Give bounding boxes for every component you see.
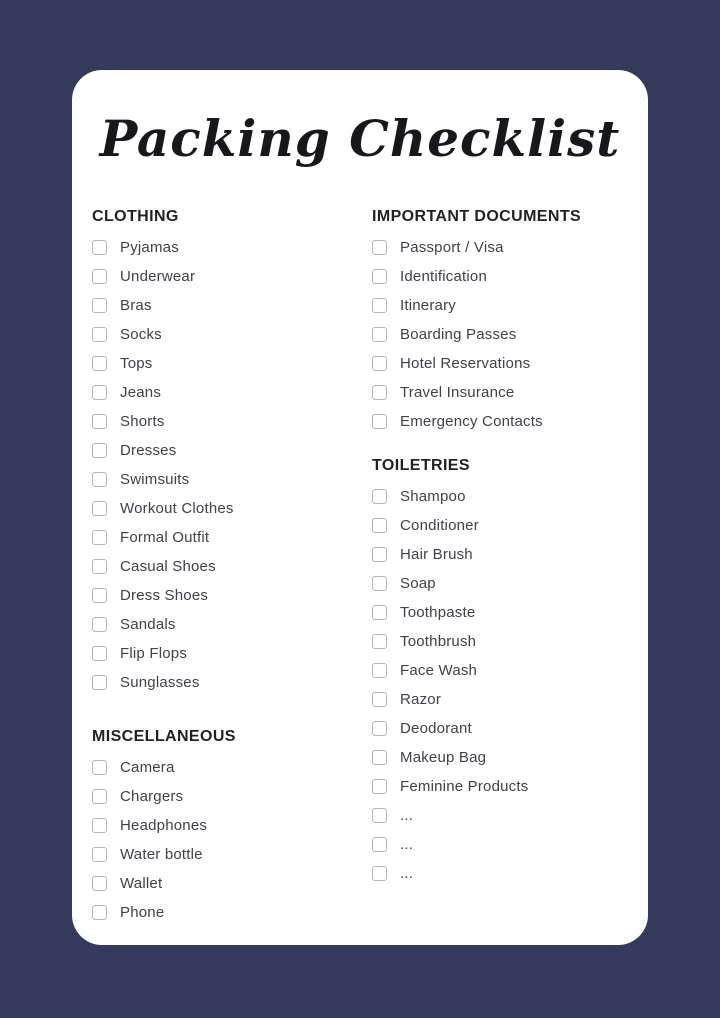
item-label: Hotel Reservations [400, 355, 531, 372]
item-label: Toothpaste [400, 604, 476, 621]
item-label: ... [400, 807, 414, 824]
checkbox-icon[interactable] [92, 847, 107, 862]
checkbox-icon[interactable] [372, 327, 387, 342]
item-label: Flip Flops [120, 645, 188, 662]
checklist-item [372, 801, 632, 830]
item-label: Dresses [120, 442, 177, 459]
item-label: Chargers [120, 788, 184, 805]
checklist-item [92, 639, 372, 668]
checkbox-icon[interactable] [92, 530, 107, 545]
checkbox-icon[interactable] [372, 866, 387, 881]
checkbox-icon[interactable] [92, 559, 107, 574]
checklist-item [92, 494, 372, 523]
checkbox-icon[interactable] [92, 501, 107, 516]
checklist-item [92, 581, 372, 610]
checkbox-icon[interactable] [92, 760, 107, 775]
item-label: Itinerary [400, 297, 456, 314]
item-label: ... [400, 836, 414, 853]
item-label: Boarding Passes [400, 326, 517, 343]
section-items [92, 233, 372, 697]
checkbox-icon[interactable] [92, 472, 107, 487]
checklist-section [92, 207, 372, 697]
item-label: Casual Shoes [120, 558, 216, 575]
checklist-item [92, 523, 372, 552]
item-label: Tops [120, 355, 153, 372]
checklist-item [372, 656, 632, 685]
checkbox-icon[interactable] [92, 646, 107, 661]
item-label: Hair Brush [400, 546, 473, 563]
checkbox-icon[interactable] [372, 489, 387, 504]
checkbox-icon[interactable] [372, 634, 387, 649]
checklist-item [92, 262, 372, 291]
item-label: Deodorant [400, 720, 472, 737]
checklist-item [372, 540, 632, 569]
checklist-item [92, 465, 372, 494]
checkbox-icon[interactable] [372, 298, 387, 313]
item-label: Water bottle [120, 846, 203, 863]
checkbox-icon[interactable] [372, 663, 387, 678]
checkbox-icon[interactable] [372, 692, 387, 707]
checkbox-icon[interactable] [92, 443, 107, 458]
item-label: Feminine Products [400, 778, 529, 795]
checklist-item [92, 233, 372, 262]
checklist-item [92, 349, 372, 378]
checklist-item [372, 598, 632, 627]
checkbox-icon[interactable] [92, 327, 107, 342]
checklist-item [372, 511, 632, 540]
checkbox-icon[interactable] [372, 356, 387, 371]
item-label: Underwear [120, 268, 196, 285]
checklist-item [372, 320, 632, 349]
checkbox-icon[interactable] [372, 837, 387, 852]
item-label: Dress Shoes [120, 587, 209, 604]
checklist-item [372, 233, 632, 262]
checkbox-icon[interactable] [372, 721, 387, 736]
checkbox-icon[interactable] [92, 588, 107, 603]
checkbox-icon[interactable] [92, 876, 107, 891]
item-label: Sunglasses [120, 674, 200, 691]
checklist-section [92, 727, 372, 927]
item-label: Identification [400, 268, 488, 285]
checklist-item [92, 378, 372, 407]
checklist-item [92, 869, 372, 898]
checklist-item [92, 668, 372, 697]
item-label: Phone [120, 904, 165, 921]
checkbox-icon[interactable] [372, 414, 387, 429]
checklist-item [372, 407, 632, 436]
checkbox-icon[interactable] [372, 240, 387, 255]
checklist-item [372, 743, 632, 772]
item-label: Wallet [120, 875, 163, 892]
checkbox-icon[interactable] [92, 298, 107, 313]
item-label: ... [400, 865, 414, 882]
item-label: Formal Outfit [120, 529, 210, 546]
checkbox-icon[interactable] [92, 414, 107, 429]
checkbox-icon[interactable] [372, 779, 387, 794]
checklist-item [92, 898, 372, 927]
checkbox-icon[interactable] [92, 818, 107, 833]
checklist-item [372, 830, 632, 859]
checkbox-icon[interactable] [372, 547, 387, 562]
item-label: Shampoo [400, 488, 466, 505]
checklist-item [372, 262, 632, 291]
checklist-item [92, 407, 372, 436]
item-label: Workout Clothes [120, 500, 234, 517]
checklist-item [92, 436, 372, 465]
item-label: Razor [400, 691, 442, 708]
item-label: Conditioner [400, 517, 479, 534]
checkbox-icon[interactable] [372, 576, 387, 591]
checklist-item [92, 782, 372, 811]
column-right [372, 207, 648, 927]
item-label: Toothbrush [400, 633, 477, 650]
checklist-item [372, 482, 632, 511]
checklist-section [372, 207, 632, 436]
checklist-item [372, 714, 632, 743]
checklist-item [92, 291, 372, 320]
item-label: Jeans [120, 384, 162, 401]
item-label: Pyjamas [120, 239, 179, 256]
item-label: Travel Insurance [400, 384, 515, 401]
item-label: Bras [120, 297, 152, 314]
checklist-item [92, 811, 372, 840]
checkbox-icon[interactable] [92, 356, 107, 371]
item-label: Swimsuits [120, 471, 190, 488]
checklist-item [372, 772, 632, 801]
checklist-item [372, 569, 632, 598]
checklist-item [92, 840, 372, 869]
checklist-item [372, 378, 632, 407]
checklist-card [72, 70, 648, 945]
item-label: Passport / Visa [400, 239, 504, 256]
item-label: Emergency Contacts [400, 413, 543, 430]
checklist-item [372, 349, 632, 378]
item-label: Soap [400, 575, 436, 592]
checkbox-icon[interactable] [372, 750, 387, 765]
column-left [92, 207, 372, 927]
item-label: Socks [120, 326, 162, 343]
columns [72, 207, 648, 927]
checklist-item [92, 320, 372, 349]
checklist-item [372, 685, 632, 714]
checklist-item [372, 627, 632, 656]
item-label: Sandals [120, 616, 176, 633]
checklist-section [372, 456, 632, 888]
checkbox-icon[interactable] [372, 269, 387, 284]
checkbox-icon[interactable] [372, 808, 387, 823]
section-items [372, 233, 632, 436]
section-title: MISCELLANEOUS [92, 728, 236, 745]
checkbox-icon[interactable] [92, 789, 107, 804]
checkbox-icon[interactable] [92, 617, 107, 632]
item-label: Makeup Bag [400, 749, 487, 766]
item-label: Headphones [120, 817, 208, 834]
section-items [372, 482, 632, 888]
checkbox-icon[interactable] [372, 385, 387, 400]
checklist-item [372, 859, 632, 888]
checkbox-icon[interactable] [92, 269, 107, 284]
item-label: Face Wash [400, 662, 478, 679]
checklist-item [92, 610, 372, 639]
checklist-item [372, 291, 632, 320]
checkbox-icon[interactable] [372, 605, 387, 620]
checkbox-icon[interactable] [372, 518, 387, 533]
page-title: Packing Checklist [99, 109, 621, 168]
checkbox-icon[interactable] [92, 240, 107, 255]
section-title: CLOTHING [92, 208, 179, 225]
checkbox-icon[interactable] [92, 905, 107, 920]
item-label: Shorts [120, 413, 165, 430]
section-items [92, 753, 372, 927]
section-title: IMPORTANT DOCUMENTS [372, 208, 582, 225]
checklist-item [92, 552, 372, 581]
checkbox-icon[interactable] [92, 675, 107, 690]
section-title: TOILETRIES [372, 457, 470, 474]
checkbox-icon[interactable] [92, 385, 107, 400]
checklist-item [92, 753, 372, 782]
item-label: Camera [120, 759, 175, 776]
